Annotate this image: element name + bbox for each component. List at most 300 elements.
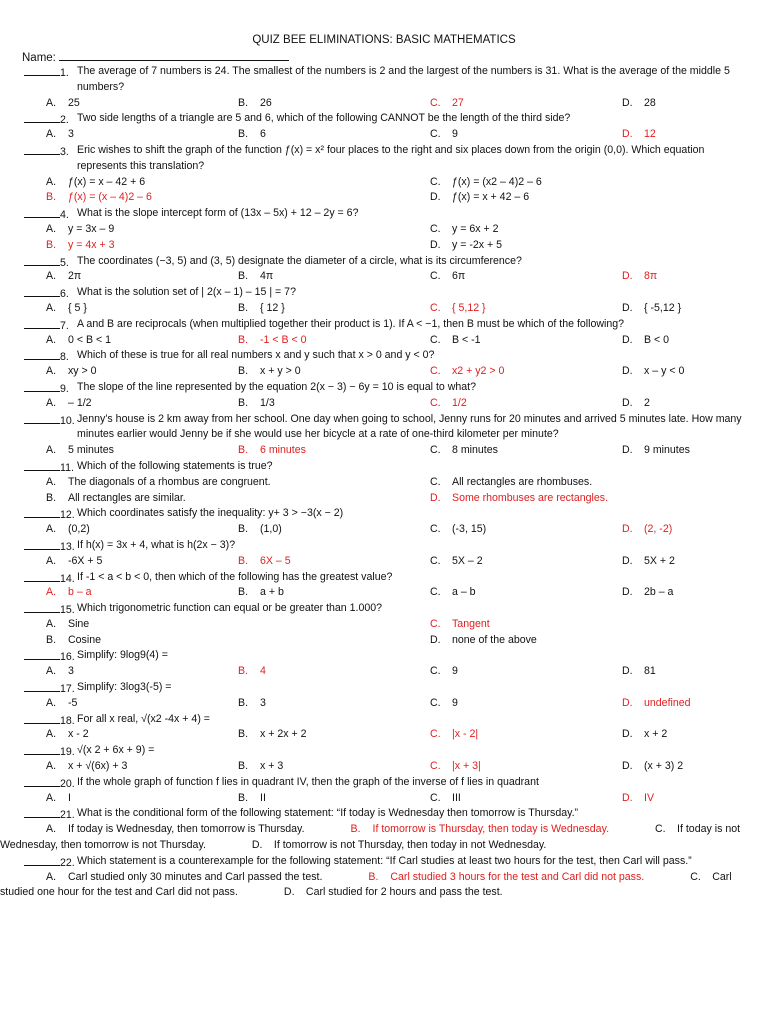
question-21 [0,806,768,853]
option-a [46,696,77,712]
option-text: (2, -2) [644,523,673,536]
question-stem [0,285,768,301]
option-text: y = 3x – 9 [68,222,115,235]
option-d [206,839,546,851]
option-text: 3 [68,128,74,141]
option-text: 5X – 2 [452,554,483,567]
option-a [46,475,271,491]
option-text: 1/3 [260,396,275,409]
option-letter: C. [430,128,441,141]
question-15 [0,601,768,648]
option-letter: D. [622,333,633,346]
option-text: 8π [644,270,658,283]
question-number-label: 5. [60,256,69,269]
option-text: Some rhombuses are rectangles. [452,491,609,504]
option-b [238,96,272,112]
question-text: Jenny’s house is 2 km away from her school. One day when going to school, Jenny runs for 20 minutes and arrived 5 minutes late. How many minutes earlier would Jenny be if she would use her bicycle at a rate of one-third kilometer per minute? [77,412,742,441]
option-c [430,759,481,775]
question-number-label: 19. [60,746,75,759]
option-text: -5 [68,696,78,709]
question-number-label: 3. [60,145,69,158]
option-letter: B. [238,554,249,567]
option-a [46,664,74,680]
option-a [46,175,145,191]
option-text: If tomorrow is not Thursday, then today in not Wednesday. [273,839,547,852]
option-b [238,585,284,601]
option-text: 2 [644,396,650,409]
options-row [0,333,768,349]
option-b [238,364,301,380]
option-text: IV [644,791,655,804]
question-text: A and B are reciprocals (when multiplied together their product is 1). If A < −1, then B must be which of the following? [77,317,625,330]
option-letter: A. [46,523,57,536]
option-text: All rectangles are rhombuses. [452,475,593,488]
option-letter: B. [350,823,361,836]
option-text: Sine [68,617,90,630]
question-12 [0,506,768,538]
option-letter: C. [430,696,441,709]
question-text: The average of 7 numbers is 24. The smallest of the numbers is 2 and the largest of the numbers is 31. What is the average of the middle 5 numbers? [77,65,730,93]
question-text: Simplify: 3log3(-5) = [77,681,172,694]
option-text: y = 6x + 2 [452,222,499,235]
answer-blank [24,412,60,424]
answer-blank [24,743,60,755]
option-letter: A. [46,270,57,283]
option-b [322,871,644,883]
question-stem [0,412,768,444]
option-letter: D. [622,760,633,773]
answer-blank [24,601,60,613]
question-number-label: 7. [60,319,69,332]
question-stem [0,317,768,333]
option-text: 81 [644,665,656,678]
question-stem [0,143,768,175]
option-text: x - 2 [68,728,89,741]
options-row [0,696,768,712]
question-7 [0,317,768,349]
option-a [46,554,102,570]
answer-blank [24,538,60,550]
options-row [0,491,768,507]
option-text: { 5,12 } [452,301,486,314]
option-letter: B. [238,586,249,599]
question-19 [0,743,768,775]
option-text: B < -1 [452,333,481,346]
question-2 [0,111,768,143]
option-text: none of the above [452,633,537,646]
question-17 [0,680,768,712]
question-5 [0,254,768,286]
option-c [430,269,465,285]
option-c [430,696,458,712]
option-letter: B. [46,238,57,251]
option-letter: A. [46,222,57,235]
answer-blank [24,380,60,392]
option-text: Carl studied one hour for the test and Carl did not pass. [0,870,732,899]
question-number-label: 20. [60,777,75,790]
option-text: 5 minutes [68,444,114,457]
question-stem [0,380,768,396]
option-d [622,759,683,775]
option-letter: D. [622,128,633,141]
option-text: 9 [452,128,458,141]
option-text: 6π [452,270,466,283]
option-letter: A. [46,554,57,567]
option-letter: C. [430,475,441,488]
option-d [622,396,650,412]
option-text: 27 [452,96,464,109]
option-a [46,96,80,112]
question-10 [0,412,768,459]
answer-blank [24,317,60,329]
option-text: 25 [68,96,80,109]
option-b [238,727,307,743]
question-number-label: 15. [60,604,75,617]
option-letter: B. [238,728,249,741]
option-d [622,443,690,459]
question-number-label: 11. [60,461,74,474]
option-text: 1/2 [452,396,467,409]
option-letter: D. [622,586,633,599]
option-letter: C. [430,760,441,773]
option-letter: D. [430,191,441,204]
options-row [0,190,768,206]
question-number [24,412,76,430]
option-text: y = -2x + 5 [452,238,503,251]
option-c [430,396,467,412]
question-text: Which trigonometric function can equal or be greater than 1.000? [77,602,383,615]
option-letter: D. [622,96,633,109]
question-text: The slope of the line represented by the equation 2(x − 3) − 6y = 10 is equal to what? [77,380,476,393]
answer-blank [24,570,60,582]
option-letter: C. [430,586,441,599]
name-label: Name: [22,52,56,64]
question-11 [0,459,768,506]
option-b [46,238,115,254]
option-d [622,127,656,143]
question-text: What is the solution set of | 2(x – 1) – 15 | = 7? [77,286,296,299]
option-d [622,554,675,570]
option-text: 9 [452,665,458,678]
option-text: { 5 } [68,301,87,314]
option-text: 12 [644,128,656,141]
option-text: Tangent [452,617,490,630]
options-row [0,633,768,649]
option-text: (1,0) [260,523,282,536]
option-text: If today is not Wednesday, then tomorrow is not Thursday. [0,823,741,852]
answer-blank [24,854,60,866]
options-row [0,475,768,491]
option-a [46,269,81,285]
question-number-label: 12. [60,509,75,522]
option-letter: D. [251,839,263,852]
option-d [622,333,669,349]
option-letter: A. [46,617,57,630]
question-stem [0,806,768,822]
option-d [622,269,657,285]
option-c [430,522,486,538]
option-b [238,396,275,412]
question-number-label: 21. [60,809,75,822]
option-letter: A. [46,728,57,741]
option-text: – 1/2 [68,396,92,409]
option-text: { -5,12 } [644,301,682,314]
option-letter: D. [622,523,633,536]
option-letter: A. [46,396,57,409]
option-text: 8 minutes [452,444,498,457]
option-letter: C. [430,96,441,109]
question-stem [0,111,768,127]
option-d [430,238,502,254]
option-text: b – a [68,586,92,599]
options-row [0,617,768,633]
option-c [430,333,481,349]
option-text: -1 < B < 0 [260,333,307,346]
option-d [622,727,667,743]
option-a [46,727,89,743]
option-letter: D. [622,791,633,804]
option-a [46,759,127,775]
option-text: x + y > 0 [260,365,301,378]
option-text: If tomorrow is Thursday, then today is Wednesday. [372,823,610,836]
option-text: 5X + 2 [644,554,675,567]
options-row [0,554,768,570]
option-b [46,491,186,507]
option-text: ƒ(x) = x + 42 – 6 [452,191,530,204]
answer-blank [24,680,60,692]
option-text: 0 < B < 1 [68,333,111,346]
option-text: (x + 3) 2 [644,760,684,773]
option-letter: C. [690,870,701,883]
option-c [430,364,504,380]
question-text: Which coordinates satisfy the inequality: y+ 3 > −3(x − 2) [77,507,344,520]
option-c [430,664,458,680]
question-stem [0,538,768,554]
option-text: 6 minutes [260,444,306,457]
option-text: 2π [68,270,82,283]
option-letter: C. [430,617,441,630]
option-a [46,522,90,538]
option-text: ƒ(x) = x – 42 + 6 [68,175,146,188]
option-b [46,633,101,649]
option-text: x + 3 [260,760,284,773]
option-b [238,301,285,317]
question-stem [0,348,768,364]
option-a [0,823,305,835]
option-text: 6 [260,128,266,141]
option-letter: B. [238,96,249,109]
answer-blank [24,143,60,155]
option-a [46,791,71,807]
option-text: (-3, 15) [452,523,487,536]
option-text: undefined [644,696,691,709]
option-letter: C. [430,301,441,314]
option-letter: A. [46,870,57,883]
answer-blank [24,285,60,297]
option-letter: B. [238,396,249,409]
option-text: 4 [260,665,266,678]
option-text: 3 [68,665,74,678]
option-letter: A. [46,365,57,378]
option-text: |x + 3| [452,760,481,773]
option-letter: A. [46,333,57,346]
question-8 [0,348,768,380]
answer-blank [24,775,60,787]
option-text: I [68,791,71,804]
option-letter: C. [430,222,441,235]
option-letter: B. [238,665,249,678]
option-letter: C. [430,554,441,567]
question-1 [0,64,768,111]
option-d [622,364,684,380]
question-13 [0,538,768,570]
option-c [430,585,476,601]
option-c [430,222,499,238]
question-16 [0,648,768,680]
option-text: x + 2x + 2 [260,728,307,741]
option-d [622,585,673,601]
question-20 [0,775,768,807]
option-b [238,333,307,349]
option-a [46,333,111,349]
option-text: 3 [260,696,266,709]
option-text: a + b [260,586,284,599]
option-c [430,301,486,317]
options-row [0,364,768,380]
option-letter: B. [238,760,249,773]
question-text: If the whole graph of function f lies in quadrant IV, then the graph of the inverse of f lies in quadrant [77,775,539,788]
answer-blank [24,712,60,724]
option-b [238,269,273,285]
option-text: x + √(6x) + 3 [68,760,128,773]
option-letter: D. [622,696,633,709]
option-letter: D. [622,365,633,378]
option-c [430,443,498,459]
question-number-label: 10. [60,414,75,427]
option-letter: B. [238,128,249,141]
option-b [238,443,306,459]
question-text: What is the conditional form of the following statement: “If today is Wednesday then tomorrow is Thursday.” [77,807,579,820]
option-b [46,190,152,206]
option-text: x – y < 0 [644,365,685,378]
question-22 [0,854,768,901]
option-letter: C. [430,791,441,804]
option-text: II [260,791,266,804]
option-text: xy > 0 [68,365,97,378]
options-row [0,585,768,601]
option-letter: C. [430,365,441,378]
option-letter: B. [238,444,249,457]
question-number-label: 13. [60,540,75,553]
option-letter: A. [46,444,57,457]
answer-blank [24,506,60,518]
option-text: The diagonals of a rhombus are congruent. [68,475,271,488]
question-text: What is the slope intercept form of (13x – 5x) + 12 – 2y = 6? [77,207,359,220]
option-letter: A. [46,823,57,836]
option-letter: A. [46,475,57,488]
option-c [430,475,592,491]
option-letter: D. [622,301,633,314]
options-row [0,443,768,459]
option-letter: D. [622,554,633,567]
question-number-label: 16. [60,651,75,664]
option-b [238,696,266,712]
options-row [0,664,768,680]
question-text: If h(x) = 3x + 4, what is h(2x − 3)? [77,538,236,551]
option-letter: C. [655,823,666,836]
option-text: If today is Wednesday, then tomorrow is Thursday. [68,823,305,836]
answer-blank [24,254,60,266]
option-letter: A. [46,96,57,109]
option-letter: A. [46,586,57,599]
question-number-label: 8. [60,351,69,364]
option-c [430,791,461,807]
option-text: -6X + 5 [68,554,103,567]
name-blank-line [59,49,289,61]
option-a [46,617,89,633]
answer-blank [24,206,60,218]
option-c [430,617,490,633]
option-letter: D. [622,270,633,283]
options-row [0,222,768,238]
question-text: √(x 2 + 6x + 9) = [77,744,155,757]
option-text: 2b – a [644,586,674,599]
question-number-label: 22. [60,856,75,869]
page-title: QUIZ BEE ELIMINATIONS: BASIC MATHEMATICS [252,34,516,46]
question-text: For all x real, √(x2 -4x + 4) = [77,712,210,725]
option-text: x + 2 [644,728,668,741]
question-stem [0,712,768,728]
option-letter: C. [430,396,441,409]
option-letter: D. [430,238,441,251]
question-stem [0,743,768,759]
option-text: x2 + y2 > 0 [452,365,505,378]
option-c [430,127,458,143]
question-number [24,143,76,161]
question-stem [0,601,768,617]
answer-blank [24,111,60,123]
question-number-label: 17. [60,683,75,696]
option-d [622,696,691,712]
question-number-label: 2. [60,114,69,127]
option-a [46,443,114,459]
option-letter: A. [46,696,57,709]
option-b [238,759,283,775]
question-text: The coordinates (−3, 5) and (3, 5) designate the diameter of a circle, what is its circumference? [77,254,522,267]
answer-blank [24,648,60,660]
option-letter: D. [622,665,633,678]
option-text: Cosine [68,633,101,646]
option-b [238,127,266,143]
option-letter: B. [238,523,249,536]
option-d [430,633,537,649]
question-18 [0,712,768,744]
option-text: 9 minutes [644,444,690,457]
question-text: If -1 < a < b < 0, then which of the following has the greatest value? [77,570,393,583]
option-text: 6X – 5 [260,554,291,567]
option-d [622,301,681,317]
question-list [0,64,768,901]
option-c [430,96,464,112]
option-letter: C. [430,270,441,283]
question-text: Which of these is true for all real numbers x and y such that x > 0 and y < 0? [77,349,435,362]
option-letter: B. [238,301,249,314]
question-number-label: 6. [60,288,69,301]
option-text: All rectangles are similar. [68,491,186,504]
options-row [0,175,768,191]
option-a [46,301,87,317]
question-4 [0,206,768,253]
